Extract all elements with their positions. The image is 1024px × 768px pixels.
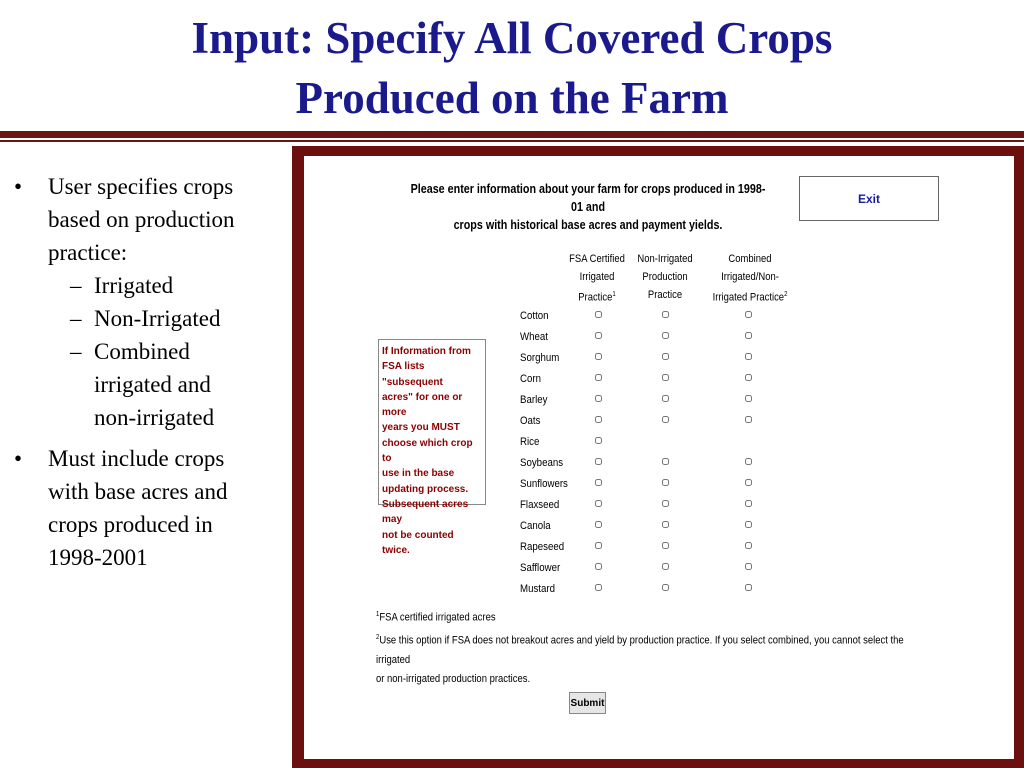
- soybeans-combined-checkbox[interactable]: [745, 458, 752, 465]
- column-header-line: [707, 286, 793, 307]
- rapeseed-combined-checkbox[interactable]: [745, 542, 752, 549]
- bullet-item: [14, 442, 289, 574]
- rapeseed-non-irrigated-checkbox[interactable]: [662, 542, 669, 549]
- crop-row-canola: [518, 518, 788, 539]
- form-instructions: [409, 180, 767, 234]
- barley-irrigated-checkbox[interactable]: [595, 395, 602, 402]
- crop-name: Corn: [520, 373, 541, 385]
- canola-combined-checkbox[interactable]: [745, 521, 752, 528]
- bullet-text: Must include crops: [48, 446, 225, 471]
- crop-row-corn: [518, 371, 788, 392]
- exit-button[interactable]: Exit: [799, 176, 939, 221]
- canola-irrigated-checkbox[interactable]: [595, 521, 602, 528]
- crop-row-rice: [518, 434, 788, 455]
- crop-row-mustard: [518, 581, 788, 602]
- cotton-combined-checkbox[interactable]: [745, 311, 752, 318]
- sunflowers-combined-checkbox[interactable]: [745, 479, 752, 486]
- sub-bullet-text: Irrigated: [94, 273, 174, 298]
- crop-row-barley: [518, 392, 788, 413]
- note-line: acres" for one or more: [382, 391, 463, 419]
- canola-non-irrigated-checkbox[interactable]: [662, 521, 669, 528]
- footnote-1: [376, 605, 935, 628]
- mustard-non-irrigated-checkbox[interactable]: [662, 584, 669, 591]
- title-divider: [0, 131, 1024, 138]
- bullet-text: 1998-2001: [48, 545, 148, 570]
- crop-name: Barley: [520, 394, 548, 406]
- form-instructions-line: Please enter information about your farm for crops produced in 1998-01 and: [410, 182, 766, 214]
- subsequent-acres-note: [378, 339, 486, 556]
- bullet-text: crops produced in: [48, 512, 213, 537]
- form-instructions-line: crops with historical base acres and payment yields.: [453, 218, 723, 232]
- sub-bullet-text: Non-Irrigated: [94, 306, 221, 331]
- column-header-combined: [707, 250, 793, 307]
- footnote-text: FSA certified irrigated acres: [379, 611, 496, 624]
- column-header-line: FSA Certified: [569, 253, 625, 265]
- crop-name: Soybeans: [520, 457, 564, 469]
- mustard-irrigated-checkbox[interactable]: [595, 584, 602, 591]
- sub-bullet-item: [48, 302, 289, 335]
- column-header-line: Production: [642, 271, 688, 283]
- note-line: If Information from: [382, 346, 471, 357]
- crop-name: Flaxseed: [520, 499, 560, 511]
- crop-name: Rice: [520, 436, 540, 448]
- sub-bullet-marker: –: [70, 273, 82, 298]
- note-line: FSA lists "subsequent: [382, 361, 443, 388]
- sorghum-irrigated-checkbox[interactable]: [595, 353, 602, 360]
- flaxseed-irrigated-checkbox[interactable]: [595, 500, 602, 507]
- crop-name: Mustard: [520, 583, 555, 595]
- note-line: years you MUST: [382, 422, 460, 434]
- wheat-non-irrigated-checkbox[interactable]: [662, 332, 669, 339]
- bullet-marker: •: [14, 446, 23, 471]
- bullet-marker: •: [14, 174, 23, 199]
- crop-row-oats: [518, 413, 788, 434]
- column-header-text: Irrigated Practice: [712, 291, 785, 304]
- crop-name: Oats: [520, 415, 541, 427]
- corn-combined-checkbox[interactable]: [745, 374, 752, 381]
- crop-name: Canola: [520, 520, 551, 532]
- crop-name: Rapeseed: [520, 541, 565, 553]
- barley-combined-checkbox[interactable]: [745, 395, 752, 402]
- footnote-2: [376, 628, 935, 689]
- crop-name: Cotton: [520, 310, 549, 322]
- oats-combined-checkbox[interactable]: [745, 416, 752, 423]
- crop-row-soybeans: [518, 455, 788, 476]
- bullet-list: [14, 170, 289, 574]
- soybeans-irrigated-checkbox[interactable]: [595, 458, 602, 465]
- column-header-line: Irrigated/Non-: [721, 271, 779, 283]
- slide-title-line2: Produced on the Farm: [295, 73, 729, 123]
- slide-title: [0, 8, 1024, 128]
- note-line: use in the base: [382, 468, 455, 480]
- title-divider-thin: [0, 140, 1024, 142]
- column-header-non-irrigated: [626, 250, 703, 304]
- sorghum-non-irrigated-checkbox[interactable]: [662, 353, 669, 360]
- note-line: not be counted twice.: [382, 529, 454, 556]
- crop-row-wheat: [518, 329, 788, 350]
- crop-row-flaxseed: [518, 497, 788, 518]
- footnote-line: [376, 628, 935, 670]
- rapeseed-irrigated-checkbox[interactable]: [595, 542, 602, 549]
- crop-name: Safflower: [520, 562, 561, 574]
- slide-title-line1: Input: Specify All Covered Crops: [191, 13, 833, 63]
- bullet-text: with base acres and: [48, 479, 228, 504]
- soybeans-non-irrigated-checkbox[interactable]: [662, 458, 669, 465]
- column-header-line: Irrigated: [579, 271, 615, 283]
- footnote-marker: 1: [612, 291, 616, 298]
- crop-row-safflower: [518, 560, 788, 581]
- note-line: updating process.: [382, 483, 469, 495]
- sub-bullet-marker: –: [70, 306, 82, 331]
- footnote-text: Use this option if FSA does not breakout acres and yield by production practice. If you select combined, you cannot select the irrigated: [376, 634, 904, 666]
- flaxseed-combined-checkbox[interactable]: [745, 500, 752, 507]
- bullet-text: practice:: [48, 240, 128, 265]
- sunflowers-non-irrigated-checkbox[interactable]: [662, 479, 669, 486]
- bullet-text: based on production: [48, 207, 235, 232]
- footnote-line: or non-irrigated production practices.: [376, 672, 531, 685]
- corn-non-irrigated-checkbox[interactable]: [662, 374, 669, 381]
- column-header-line: Combined: [728, 253, 772, 265]
- column-header-irrigated: [558, 250, 635, 307]
- note-line: choose which crop to: [382, 437, 473, 465]
- cotton-irrigated-checkbox[interactable]: [595, 311, 602, 318]
- footnote-marker: 1: [376, 611, 380, 618]
- sub-bullet-item: [48, 335, 289, 434]
- barley-non-irrigated-checkbox[interactable]: [662, 395, 669, 402]
- crop-name: Sunflowers: [520, 478, 568, 490]
- oats-irrigated-checkbox[interactable]: [595, 416, 602, 423]
- rice-irrigated-checkbox[interactable]: [595, 437, 602, 444]
- sub-bullet-text: Combined: [94, 339, 190, 364]
- submit-button[interactable]: Submit: [569, 692, 606, 714]
- note-line: Subsequent acres may: [382, 498, 469, 526]
- crop-name: Wheat: [520, 331, 548, 343]
- crop-name: Sorghum: [520, 352, 560, 364]
- crop-row-cotton: [518, 308, 788, 329]
- safflower-non-irrigated-checkbox[interactable]: [662, 563, 669, 570]
- crop-row-sunflowers: [518, 476, 788, 497]
- sub-bullet-marker: –: [70, 339, 82, 364]
- column-header-line: Non-Irrigated: [637, 253, 693, 265]
- oats-non-irrigated-checkbox[interactable]: [662, 416, 669, 423]
- crop-row-rapeseed: [518, 539, 788, 560]
- cotton-non-irrigated-checkbox[interactable]: [662, 311, 669, 318]
- sub-bullet-text: irrigated and: [94, 372, 211, 397]
- sorghum-combined-checkbox[interactable]: [745, 353, 752, 360]
- wheat-combined-checkbox[interactable]: [745, 332, 752, 339]
- safflower-irrigated-checkbox[interactable]: [595, 563, 602, 570]
- mustard-combined-checkbox[interactable]: [745, 584, 752, 591]
- footnote-marker: 2: [784, 291, 788, 298]
- wheat-irrigated-checkbox[interactable]: [595, 332, 602, 339]
- column-header-line: [558, 286, 635, 307]
- crop-entry-form: [304, 156, 1014, 759]
- corn-irrigated-checkbox[interactable]: [595, 374, 602, 381]
- footnote-marker: 2: [376, 634, 380, 641]
- column-header-text: Practice: [578, 291, 613, 304]
- sub-bullet-text: non-irrigated: [94, 405, 215, 430]
- column-header-line: Practice: [647, 289, 683, 301]
- bullet-item: [14, 170, 289, 434]
- bullet-text: User specifies crops: [48, 174, 234, 199]
- sunflowers-irrigated-checkbox[interactable]: [595, 479, 602, 486]
- sub-bullet-item: [48, 269, 289, 302]
- crop-row-sorghum: [518, 350, 788, 371]
- flaxseed-non-irrigated-checkbox[interactable]: [662, 500, 669, 507]
- safflower-combined-checkbox[interactable]: [745, 563, 752, 570]
